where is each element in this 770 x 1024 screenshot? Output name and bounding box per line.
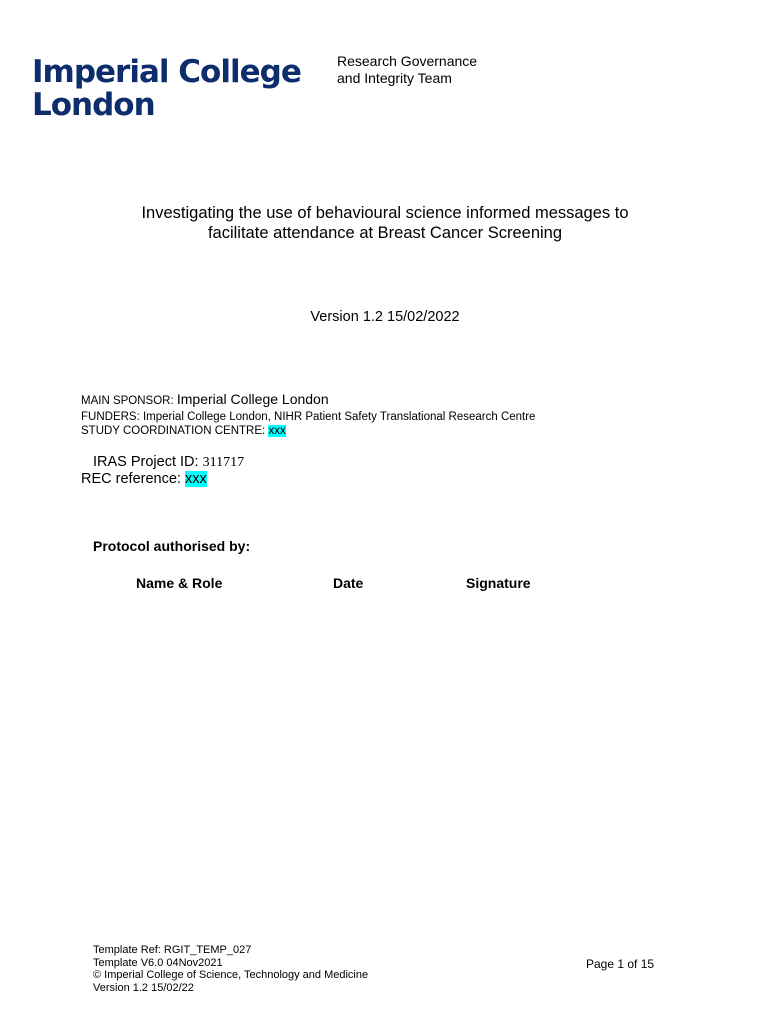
column-date: Date: [333, 575, 364, 591]
coordination-label: STUDY COORDINATION CENTRE:: [81, 425, 266, 437]
column-name-role: Name & Role: [136, 575, 223, 591]
imperial-college-logo: [32, 56, 301, 122]
logo-line-2: London: [32, 87, 155, 123]
page-number: Page 1 of 15: [586, 957, 655, 971]
footer-line: Template Ref: RGIT_TEMP_027: [93, 944, 252, 956]
iras-value: 311717: [202, 455, 245, 470]
team-name: [337, 53, 477, 87]
study-coordination-centre: [81, 424, 286, 438]
team-line-2: and Integrity Team: [337, 70, 452, 86]
iras-project-id: [81, 454, 244, 471]
main-sponsor: [81, 392, 329, 408]
sponsor-value: Imperial College London: [176, 391, 329, 407]
title-line-1: Investigating the use of behavioural science informed messages to: [141, 204, 629, 222]
coordination-value: xxx: [268, 425, 286, 437]
rec-reference: [81, 471, 244, 488]
footer-line: Version 1.2 15/02/22: [93, 981, 194, 994]
title-line-2: facilitate attendance at Breast Cancer Screening: [207, 224, 563, 242]
iras-rec-block: [81, 454, 244, 488]
footer-info: [93, 944, 368, 994]
rec-label: REC reference:: [81, 471, 181, 487]
team-line-1: Research Governance: [337, 53, 478, 69]
iras-label: IRAS Project ID:: [93, 454, 199, 470]
column-signature: Signature: [466, 575, 531, 591]
study-title: [80, 203, 690, 243]
logo-line-1: Imperial College: [32, 54, 301, 90]
version-label: Version 1.2 15/02/2022: [310, 309, 460, 325]
rec-value: xxx: [184, 471, 207, 487]
funders: FUNDERS: Imperial College London, NIHR Patient Safety Translational Research Centre: [81, 411, 536, 423]
footer-line: Template V6.0 04Nov2021: [93, 956, 223, 969]
protocol-authorised-heading: Protocol authorised by:: [93, 538, 251, 554]
sponsor-label: MAIN SPONSOR:: [81, 395, 174, 407]
footer-line: © Imperial College of Science, Technology and Medicine: [93, 969, 369, 981]
